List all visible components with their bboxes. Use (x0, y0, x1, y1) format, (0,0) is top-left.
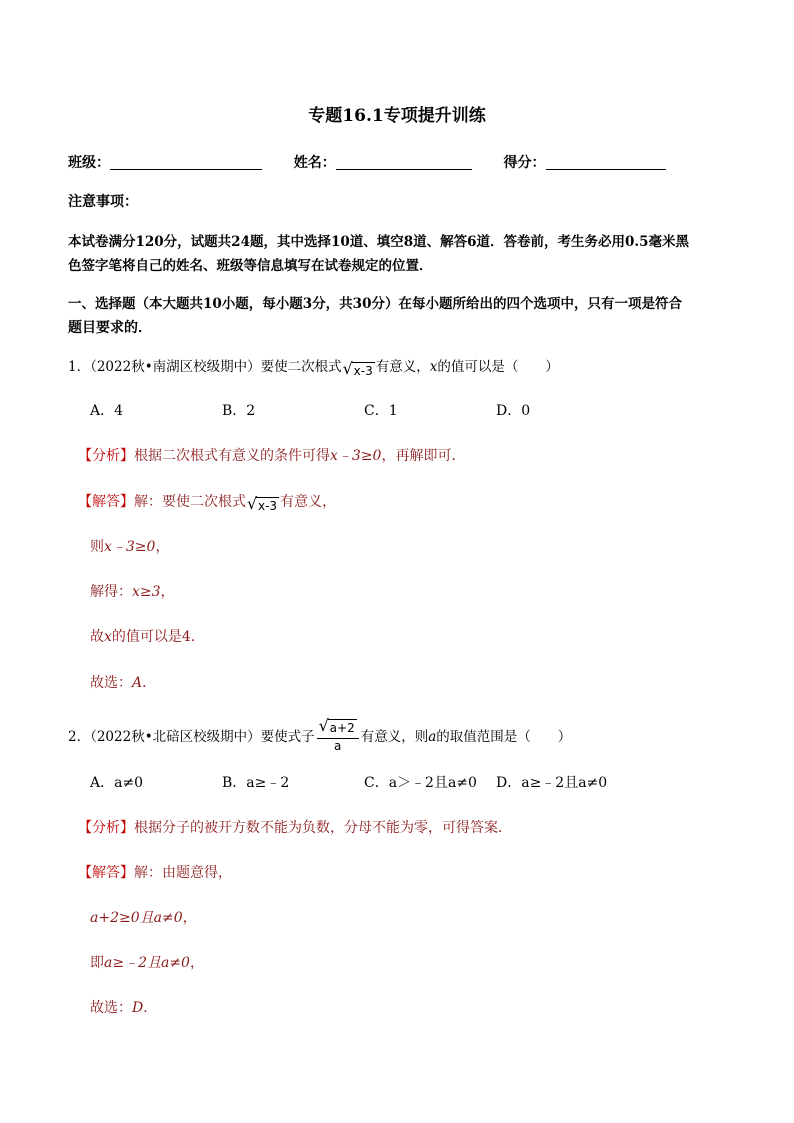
q1-radicand: x-3 (353, 364, 373, 378)
q1-step-3-val: 4 (181, 629, 191, 645)
q1-prefix: 1．（2022秋•南湖区校级期中）要使二次根式 (68, 359, 342, 375)
notice-line-2: 色签字笔将自己的姓名、班级等信息填写在试卷规定的位置． (68, 258, 433, 274)
q1-step-4-a: 故选： (90, 675, 132, 691)
section1-line-1: 一、选择题（本大题共10小题，每小题3分，共30分）在每小题所给出的四个选项中，只有一项是符合 (68, 296, 682, 312)
class-field[interactable] (110, 155, 262, 170)
notice-line-1: 本试卷满分120分，试题共24题，其中选择10道、填空8道、解答6道．答卷前，考生务必用0.5毫米黑 (68, 234, 690, 250)
name-field[interactable] (336, 155, 472, 170)
q2-prefix: 2．（2022秋•北碚区校级期中）要使式子 (68, 729, 315, 745)
q2-step-3-choice: D (132, 1000, 144, 1016)
q2-analysis-text: 根据分子的被开方数不能为负数，分母不能为零，可得答案． (134, 820, 512, 836)
q1-step-3-var: x (104, 629, 112, 645)
q2-suffix-a: 有意义，则 (360, 729, 429, 745)
q1-answer (78, 492, 336, 516)
q2-option-d[interactable]: D．a≥﹣2且a≠0 (496, 775, 608, 791)
score-label: 得分： (503, 155, 546, 171)
q2-option-b[interactable]: B．a≥﹣2 (222, 775, 290, 791)
q1-step-3-a: 故 (90, 629, 104, 645)
q1-suffix-b: 的值可以是（ ） (437, 359, 559, 375)
q1-option-c[interactable]: C．1 (364, 403, 398, 419)
q1-option-a[interactable]: A．4 (90, 403, 124, 419)
q1-step-1 (90, 537, 169, 557)
section1-line-2: 题目要求的． (68, 320, 152, 336)
q1-option-d[interactable]: D．0 (496, 403, 531, 419)
q2-answer-text: 解：由题意得， (134, 865, 232, 881)
q1-answer-a: 解：要使二次根式 (134, 494, 246, 510)
q1-analysis-expr: x﹣3≥0 (330, 448, 382, 464)
q1-analysis (78, 446, 465, 466)
q1-analysis-tag: 【分析】 (78, 448, 134, 464)
q2-frac-den: a (334, 739, 342, 753)
name-label: 姓名： (293, 155, 336, 171)
q2-analysis-tag: 【分析】 (78, 820, 134, 836)
q2-var: a (428, 729, 437, 745)
q2-answer (78, 863, 232, 883)
q2-step-2-b: ， (189, 955, 204, 971)
page-title: 专题16.1专项提升训练 (308, 106, 486, 126)
q2-step-1 (90, 908, 197, 928)
q2-stem (68, 716, 572, 755)
q1-step-4 (90, 673, 156, 693)
q1-var: x (429, 359, 438, 375)
q1-step-1-a: 则 (90, 539, 104, 555)
q2-step-3-b: ． (143, 1000, 158, 1016)
q2-step-2-expr: a≥﹣2且a≠0 (104, 955, 190, 971)
q1-answer-tag: 【解答】 (78, 494, 134, 510)
class-label: 班级： (68, 155, 110, 171)
q1-answer-radicand: x-3 (258, 499, 278, 513)
q2-step-3-a: 故选： (90, 1000, 132, 1016)
q1-step-2-a: 解得： (90, 584, 132, 600)
q1-answer-radical: √ x-3 (247, 494, 278, 513)
q1-step-3-b: 的值可以是 (111, 629, 182, 645)
q1-analysis-b: ，再解即可． (381, 448, 466, 464)
q1-step-4-b: ． (142, 675, 157, 691)
q1-stem (68, 357, 559, 381)
q1-analysis-a: 根据二次根式有意义的条件可得 (134, 448, 330, 464)
header-fields (68, 153, 666, 173)
q1-step-2-expr: x≥3 (132, 584, 161, 600)
q1-step-4-choice: A (132, 675, 143, 691)
q1-step-3 (90, 627, 205, 647)
notice-heading: 注意事项： (68, 194, 138, 210)
q2-answer-tag: 【解答】 (78, 865, 134, 881)
q2-analysis (78, 818, 512, 838)
q2-frac-num: a+2 (329, 721, 355, 735)
q2-step-1-b: ， (182, 910, 197, 926)
q1-step-1-b: ， (155, 539, 170, 555)
q1-step-2 (90, 582, 175, 602)
q2-fraction: √ a+2 a (317, 718, 359, 753)
q2-suffix-b: 的取值范围是（ ） (436, 729, 572, 745)
q2-option-a[interactable]: A．a≠0 (90, 775, 144, 791)
q1-step-1-expr: x﹣3≥0 (104, 539, 156, 555)
q1-suffix-a: 有意义， (375, 359, 430, 375)
q2-step-2-a: 即 (90, 955, 104, 971)
q1-step-3-c: ． (190, 629, 205, 645)
q1-radical: √ x-3 (342, 359, 373, 378)
q2-step-1-expr: a+2≥0且a≠0 (90, 910, 183, 926)
q1-step-2-b: ， (160, 584, 175, 600)
score-field[interactable] (546, 155, 666, 170)
q1-answer-b: 有意义， (280, 494, 337, 510)
q2-step-2 (90, 953, 204, 973)
q2-step-3 (90, 998, 157, 1018)
q2-option-c[interactable]: C．a＞﹣2且a≠0 (364, 775, 477, 791)
q1-option-b[interactable]: B．2 (222, 403, 256, 419)
